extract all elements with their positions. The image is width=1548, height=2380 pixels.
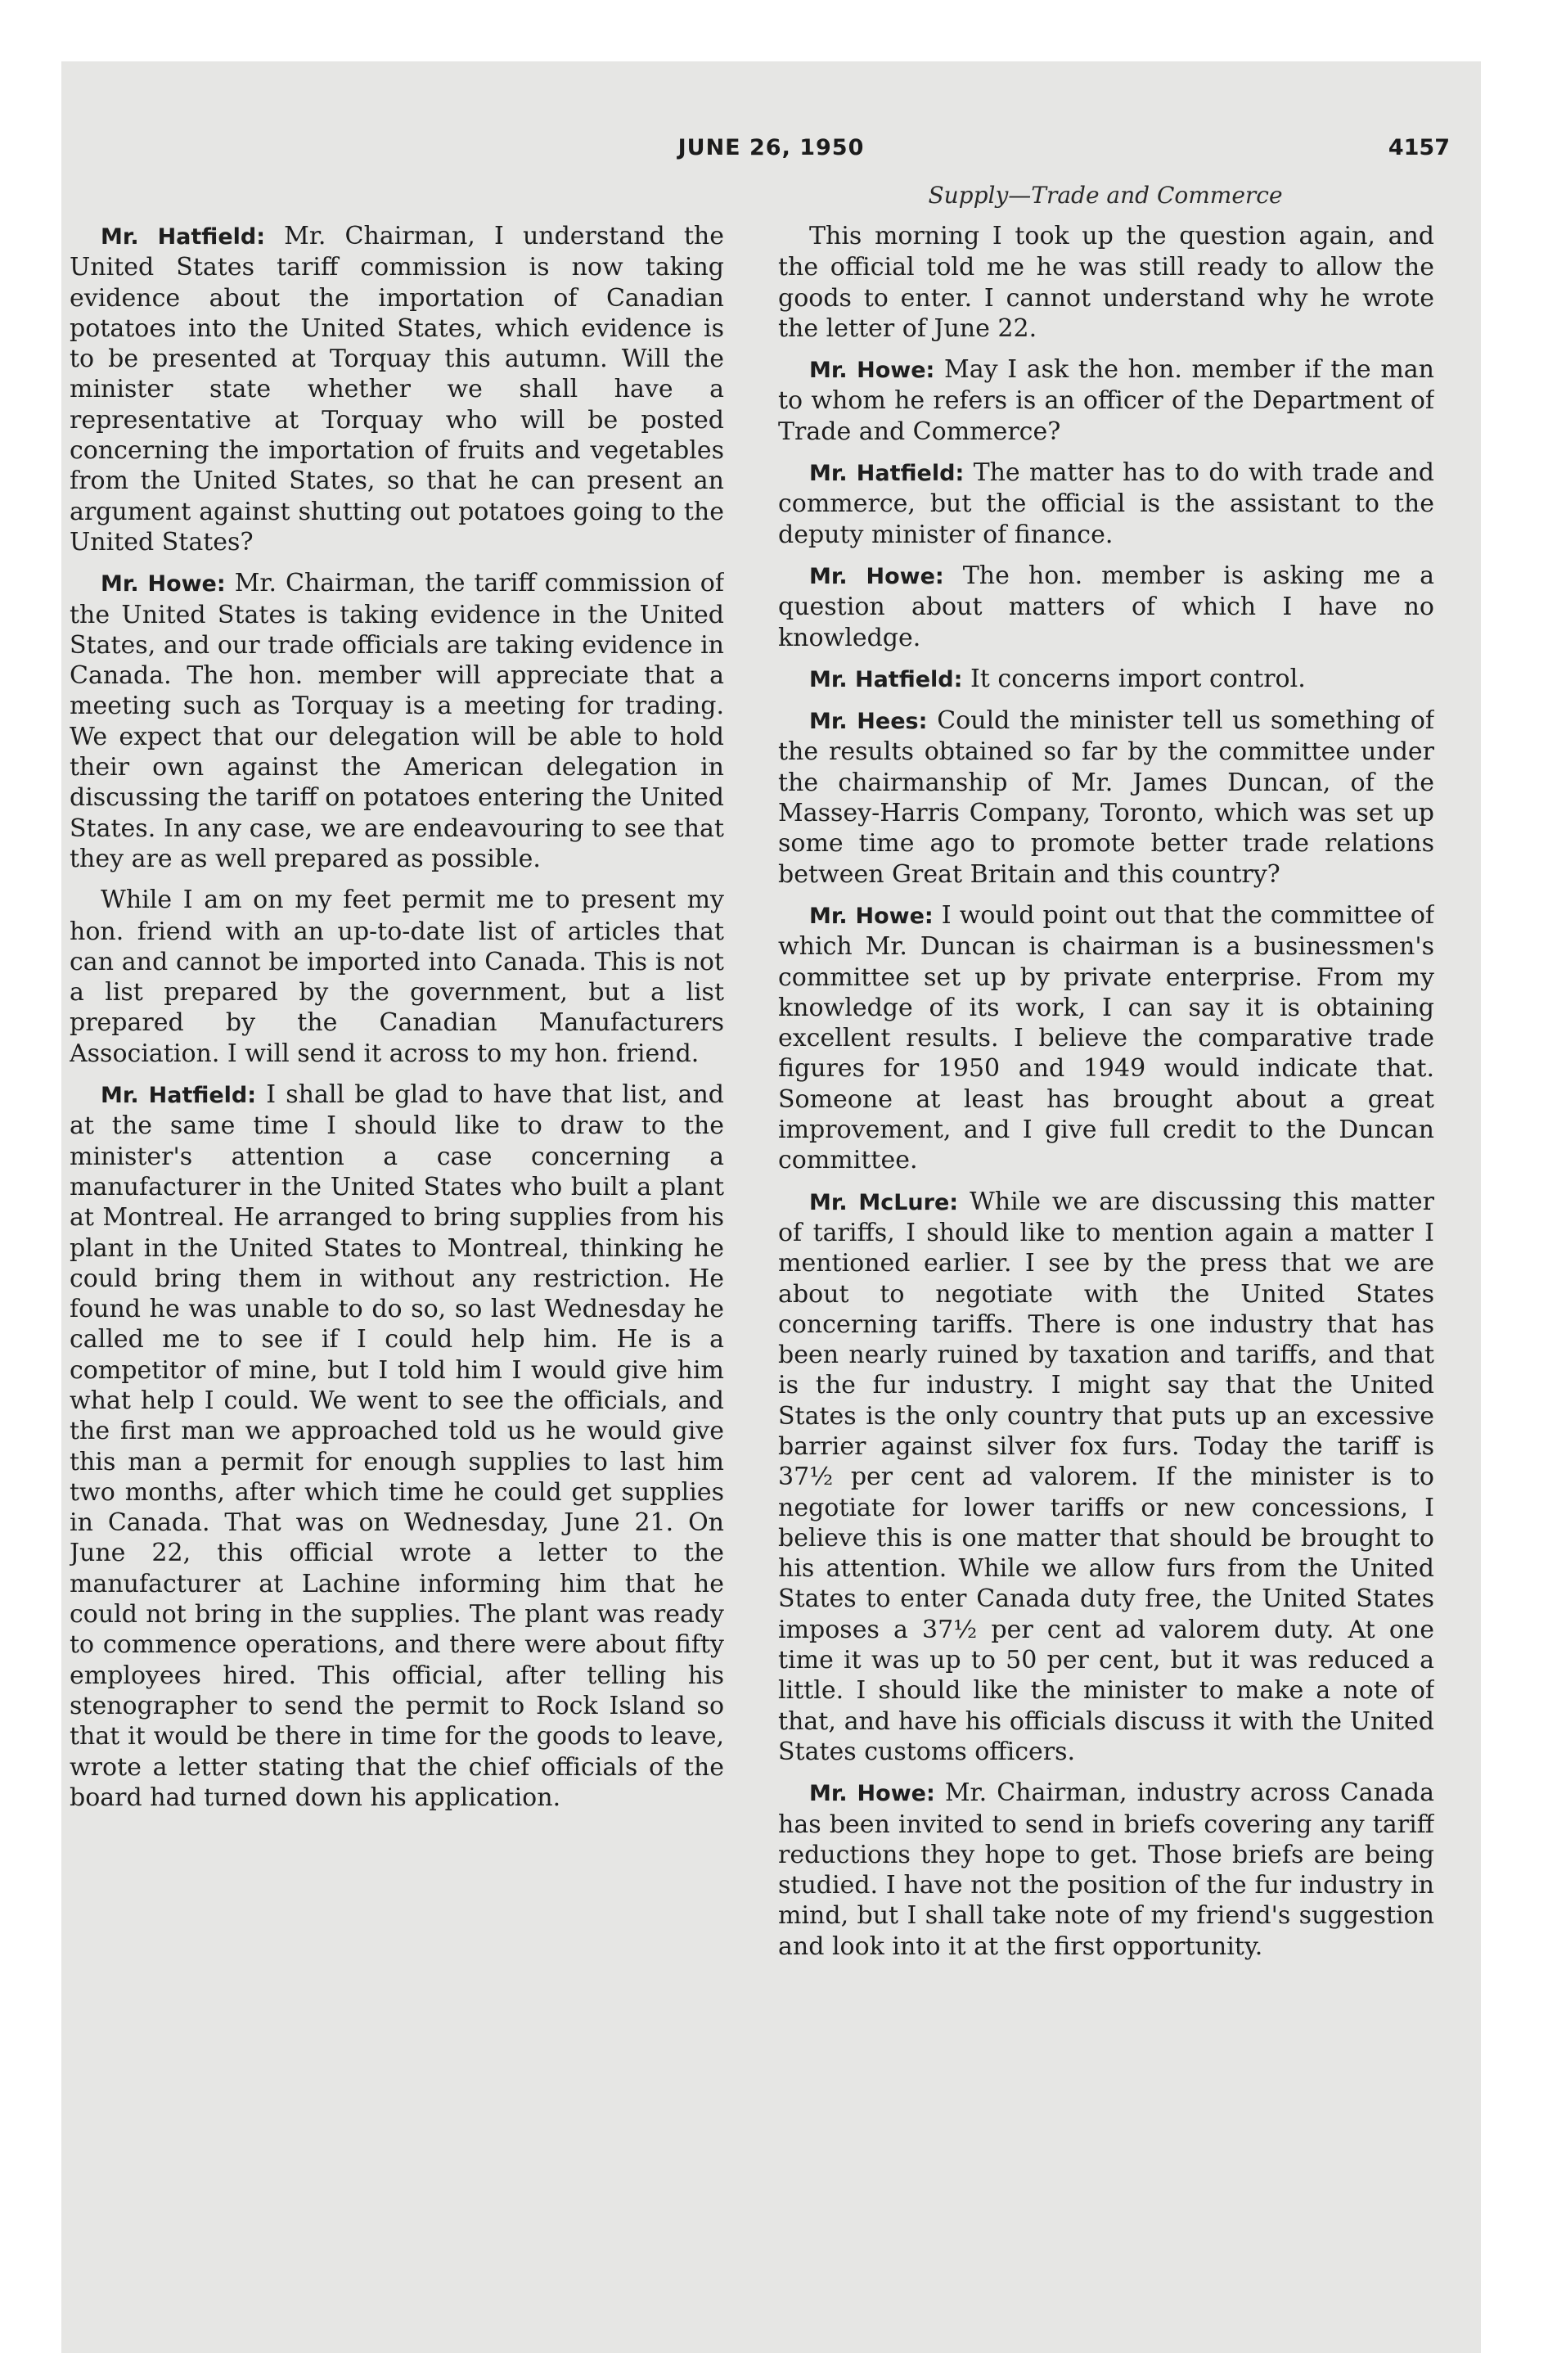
paragraph xyxy=(778,900,1434,1176)
speaker-name: Mr. Howe: xyxy=(101,571,226,597)
paragraph-text: I shall be glad to have that list, and at the same time I should like to draw to the minister's attention a case concerning a manufacturer in the United States who built a plant at Montreal. He arranged to bring supplies from his plant in the United States to Montreal, thinking he could bring them in without any restriction. He found he was unable to do so, so last Wednesday he called me to see if I could help him. He is a competitor of mine, but I told him I would give him what help I could. We went to see the officials, and the first man we approached told us he would give this man a permit for enough supplies to last him two months, after which time he could get supplies in Canada. That was on Wednesday, June 21. On June 22, this official wrote a letter to the manufacturer at Lachine informing him that he could not bring in the supplies. The plant was ready to commence operations, and there were about fifty employees hired. This official, after telling his stenographer to send the permit to Rock Island so that it would be there in time for the goods to leave, wrote a letter stating that the chief officials of the board had turned down his application. xyxy=(70,1080,724,1812)
speaker-name: Mr. Howe: xyxy=(809,903,934,929)
paragraph xyxy=(778,458,1434,550)
paragraph xyxy=(70,221,724,557)
paragraph xyxy=(778,221,1434,344)
speaker-name: Mr. McLure: xyxy=(809,1189,959,1215)
paragraph xyxy=(70,1080,724,1813)
paragraph xyxy=(778,354,1434,447)
speaker-name: Mr. Hees: xyxy=(809,709,928,735)
paragraph-text: Could the minister tell us something of the results obtained so far by the committee under the chairmanship of Mr. James Duncan, of the Massey-Harris Company, Toronto, which was set up some time ago to promote better trade relations between Great Britain and this country? xyxy=(778,706,1434,889)
paragraph xyxy=(778,1778,1434,1962)
left-column xyxy=(70,221,724,2316)
section-subhead: Supply—Trade and Commerce xyxy=(928,182,1283,209)
speaker-name: Mr. Hatfield: xyxy=(101,1083,257,1109)
page-sheet xyxy=(61,61,1481,2353)
paragraph-text: The hon. member is asking me a question about matters of which I have no knowledge. xyxy=(778,561,1434,652)
paragraph-text: I would point out that the committee of which Mr. Duncan is chairman is a businessmen's committee set up by private enterprise. From my knowledge of its work, I can say it is obtaining excellent results. I believe the comparative trade figures for 1950 and 1949 would indicate that. Someone at least has brought about a great improvement, and I give full credit to the Duncan committee. xyxy=(778,900,1434,1175)
paragraph xyxy=(778,705,1434,890)
speaker-name: Mr. Howe: xyxy=(809,563,944,589)
paragraph xyxy=(778,664,1434,695)
paragraph-text: This morning I took up the question again, and the official told me he was still ready to allow the goods to enter. I cannot understand why he wrote the letter of June 22. xyxy=(778,222,1434,343)
page-number: 4157 xyxy=(1388,135,1450,160)
speaker-name: Mr. Howe: xyxy=(809,1781,935,1807)
paragraph-text: It concerns import control. xyxy=(962,664,1306,693)
speaker-name: Mr. Hatfield: xyxy=(809,666,963,692)
page-header xyxy=(61,135,1481,184)
paragraph-text: Mr. Chairman, industry across Canada has been invited to send in briefs covering any tariff reductions they hope to get. Those briefs are being studied. I have not the position of the fur industry in mind, but I shall take note of my friend's suggestion and look into it at the first opportunity. xyxy=(778,1778,1434,1961)
paragraph-text: Mr. Chairman, I understand the United States tariff commission is now taking evidence about the importation of Canadian potatoes into the United States, which evidence is to be presented at Torquay this autumn. Will the minister state whether we shall have a representative at Torquay who will be posted concerning the importation of fruits and vegetables from the United States, so that he can present an argument against shutting out potatoes going to the United States? xyxy=(70,222,724,557)
paragraph xyxy=(778,1187,1434,1768)
header-date: JUNE 26, 1950 xyxy=(677,135,865,160)
speaker-name: Mr. Howe: xyxy=(809,358,935,384)
speaker-name: Mr. Hatfield: xyxy=(809,461,965,487)
paragraph-text: While I am on my feet permit me to present my hon. friend with an up-to-date list of articles that can and cannot be imported into Canada. This is not a list prepared by the government, but a list prepared by the Canadian Manufacturers Association. I will send it across to my hon. friend. xyxy=(70,886,724,1068)
paragraph-text: May I ask the hon. member if the man to whom he refers is an officer of the Department of Trade and Commerce? xyxy=(778,355,1434,446)
paragraph xyxy=(70,568,724,874)
paragraph xyxy=(778,561,1434,653)
paragraph-text: The matter has to do with trade and commerce, but the official is the assistant to the deputy minister of finance. xyxy=(778,458,1434,549)
speaker-name: Mr. Hatfield: xyxy=(101,224,266,250)
paragraph-text: Mr. Chairman, the tariff commission of the United States is taking evidence in the United States, and our trade officials are taking evidence in Canada. The hon. member will appreciate that a meeting such as Torquay is a meeting for trading. We expect that our delegation will be able to hold their own against the American delegation in discussing the tariff on potatoes entering the United States. In any case, we are endeavouring to see that they are as well prepared as possible. xyxy=(70,569,724,873)
paragraph xyxy=(70,885,724,1069)
right-column xyxy=(778,221,1434,2316)
paragraph-text: While we are discussing this matter of tariffs, I should like to mention again a matter I mentioned earlier. I see by the press that we are about to negotiate with the United States concerning tariffs. There is one industry that has been nearly ruined by taxation and tariffs, and that is the fur industry. I might say that the United States is the only country that puts up an excessive barrier against silver fox furs. Today the tariff is 37½ per cent ad valorem. If the minister is to negotiate for lower tariffs or new concessions, I believe this is one matter that should be brought to his attention. While we allow furs from the United States to enter Canada duty free, the United States imposes a 37½ per cent ad valorem duty. At one time it was up to 50 per cent, but it was reduced a little. I should like the minister to make a note of that, and have his officials discuss it with the United States customs officers. xyxy=(778,1187,1434,1766)
